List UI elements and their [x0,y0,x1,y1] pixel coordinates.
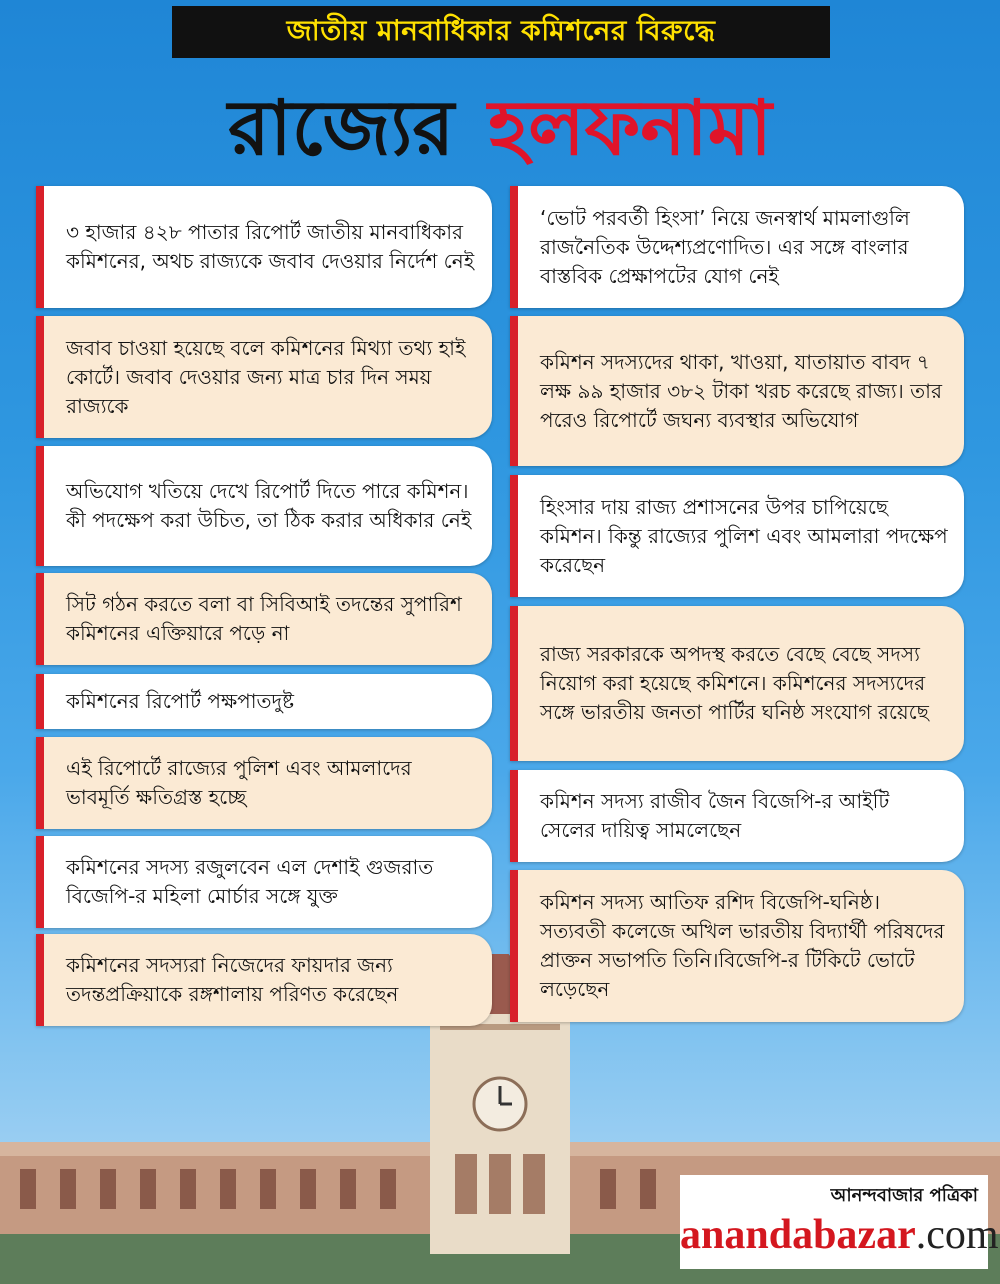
kicker-text: জাতীয় মানবাধিকার কমিশনের বিরুদ্ধে [286,13,716,47]
right-card-5 [510,770,964,862]
card-text: হিংসার দায় রাজ্য প্রশাসনের উপর চাপিয়েছে কমিশন। কিন্তু রাজ্যের পুলিশ এবং আমলারা পদক্ষেপ করেছেন [540,494,948,577]
left-card-3 [36,446,492,566]
page-title [0,78,1000,178]
headline-part-1: রাজ্যের [228,83,455,172]
card-text: কমিশনের সদস্য রজুলবেন এল দেশাই গুজরাত বিজেপি-র মহিলা মোর্চার সঙ্গে যুক্ত [66,855,434,908]
left-card-6 [36,737,492,829]
left-card-5 [36,674,492,729]
logo-bengali-text: আনন্দবাজার পত্রিকা [830,1185,978,1206]
logo-wordmark [680,1212,999,1258]
card-text: অভিযোগ খতিয়ে দেখে রিপোর্ট দিতে পারে কমিশন। কী পদক্ষেপ করা উচিত, তা ঠিক করার অধিকার নেই [66,479,472,532]
card-text: কমিশনের রিপোর্ট পক্ষপাতদুষ্ট [66,689,295,713]
anandabazar-logo [680,1175,999,1269]
right-card-2 [510,316,964,466]
card-text: কমিশন সদস্যদের থাকা, খাওয়া, যাতায়াত বাবদ ৭ লক্ষ ৯৯ হাজার ৩৮২ টাকা খরচ করেছে রাজ্য। তার পরেও রিপোর্টে জঘন্য ব্যবস্থার অভিযোগ [540,349,942,432]
right-card-6 [510,870,964,1022]
card-text: কমিশন সদস্য রাজীব জৈন বিজেপি-র আইটি সেলের দায়িত্ব সামলেছেন [540,789,890,842]
right-card-3 [510,475,964,597]
card-text: সিট গঠন করতে বলা বা সিবিআই তদন্তের সুপারিশ কমিশনের এক্তিয়ারে পড়ে না [66,592,462,645]
card-text: এই রিপোর্টে রাজ্যের পুলিশ এবং আমলাদের ভাবমূর্তি ক্ষতিগ্রস্ত হচ্ছে [66,756,412,809]
left-card-2 [36,316,492,438]
headline-part-2: হলফনামা [488,83,772,172]
card-text: কমিশনের সদস্যরা নিজেদের ফায়দার জন্য তদন্তপ্রক্রিয়াকে রঙ্গশালায় পরিণত করেছেন [66,953,399,1006]
logo-domain: .com [915,1212,999,1258]
right-card-1 [510,186,964,308]
card-text: রাজ্য সরকারকে অপদস্থ করতে বেছে বেছে সদস্য নিয়োগ করা হয়েছে কমিশনে। কমিশনের সদস্যদের সঙ্গে ভারতীয় জনতা পার্টির ঘনিষ্ঠ সংযোগ রয়েছে [540,642,929,724]
left-card-4 [36,573,492,665]
card-text: ৩ হাজার ৪২৮ পাতার রিপোর্ট জাতীয় মানবাধিকার কমিশনের, অথচ রাজ্যকে জবাব দেওয়ার নির্দেশ নেই [66,220,475,273]
card-text: কমিশন সদস্য আতিফ রশিদ বিজেপি-ঘনিষ্ঠ। সত্যবতী কলেজে অখিল ভারতীয় বিদ্যার্থী পরিষদের প্রাক্তন সভাপতি তিনি।বিজেপি-র টিকিটে ভোটে লড়েছেন [540,890,945,1001]
left-card-8 [36,934,492,1026]
kicker-banner [172,6,830,58]
right-card-4 [510,606,964,761]
left-card-1 [36,186,492,308]
left-card-7 [36,836,492,928]
logo-name: anandabazar [680,1212,916,1258]
card-text: ‘ভোট পরবর্তী হিংসা’ নিয়ে জনস্বার্থ মামলাগুলি রাজনৈতিক উদ্দেশ্যপ্রণোদিত। এর সঙ্গে বাংলার বাস্তবিক প্রেক্ষাপটের যোগ নেই [540,205,910,288]
card-text: জবাব চাওয়া হয়েছে বলে কমিশনের মিথ্যা তথ্য হাই কোর্টে। জবাব দেওয়ার জন্য মাত্র চার দিন সময় রাজ্যকে [66,335,466,418]
